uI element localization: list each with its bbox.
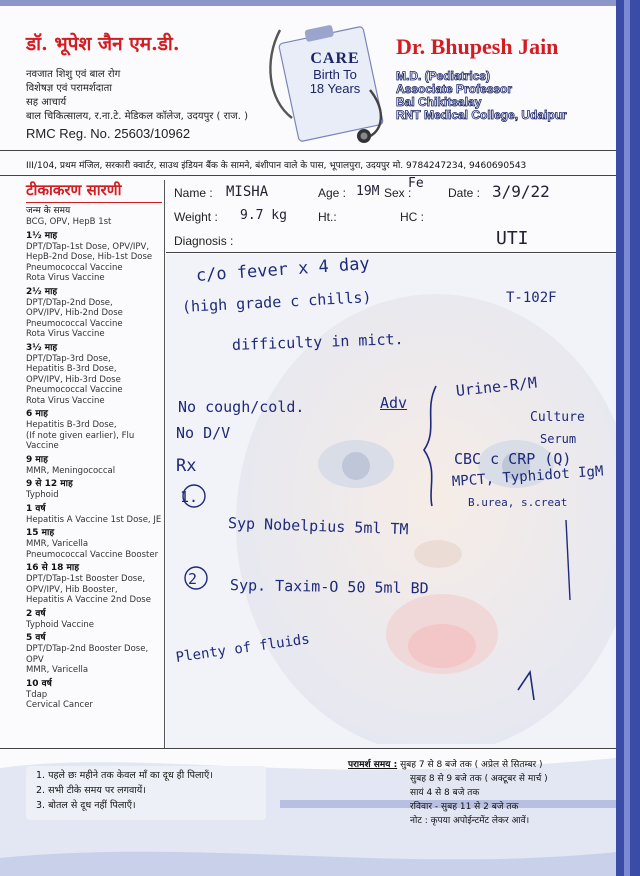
baby-watermark-icon [206,274,616,744]
hindi-line: बाल चिकित्सालय, र.ना.टे. मेडिकल कॉलेज, उदयपुर ( राज. ) [26,111,248,122]
note-no-dv: No D/V [176,424,231,442]
doctor-name-english: Dr. Bhupesh Jain [396,34,559,59]
vaccine-detail: MMR, Varicella Pneumococcal Vaccine Booster [26,539,159,560]
name-label: Name : [174,186,213,200]
timing-line: सायं 4 से 8 बजे तक [410,788,480,798]
divider [166,252,616,253]
consultation-timings [348,758,618,828]
diagnosis-label: Diagnosis : [174,234,234,248]
note-item-1: 1. [180,488,199,506]
patient-weight: 9.7 kg [240,208,287,223]
header-hindi [26,30,296,141]
patient-age: 19M [356,184,380,199]
note-complaint: c/o fever x 4 day [195,253,371,286]
note-mpct: MPCT, Typhidot IgM [451,463,604,490]
hindi-line: नवजात शिशु एवं बाल रोग [26,69,121,80]
note-advice: Adv [380,394,408,412]
age-label: Age : [318,186,347,200]
note-serum: Serum [540,432,577,446]
vaccine-age: 3½ माह [26,342,58,353]
vaccine-age: 2 वर्ष [26,608,46,619]
vaccine-age: 9 माह [26,454,48,465]
vaccination-schedule [20,180,166,710]
vaccination-title: टीकाकरण सारणी [26,180,162,203]
care-sub-1: Birth To [313,67,357,82]
doctor-name-hindi: डॉ. भूपेश जैन एम.डी. [26,33,180,55]
vaccine-detail: MMR, Meningococcal [26,465,116,476]
vaccine-detail: DPT/DTap-2nd Dose, OPV/IPV, Hib-2nd Dose Pneumococcal Vaccine Rota Virus Vaccine [26,297,123,339]
right-side-band [616,0,640,876]
note-temperature: T-102F [506,290,557,306]
hospital-line: Bal Chikitsalay [396,95,482,109]
divider [0,175,616,176]
instruction-line: 1. पहले छः महीने तक केवल माँ का दूध ही पिलाएँ। [36,770,213,781]
vaccine-age: 10 वर्ष [26,678,52,689]
care-title: CARE [310,50,360,67]
sex-label: Sex : [384,186,412,200]
timing-note: नोट : कृपया अपोईन्टमेंट लेकर आवें। [410,816,530,826]
vaccine-detail: BCG, OPV, HepB 1st [26,217,112,227]
vaccine-detail: DPT/DTap-1st Dose, OPV/IPV, HepB-2nd Dose, Hib-1st Dose Pneumococcal Vaccine Rota Virus Vaccine [26,241,153,283]
divider [0,150,616,151]
height-label: Ht.: [318,210,337,224]
vaccine-detail: Hepatitis B-3rd Dose, (If note given earlier), Flu Vaccine [26,420,135,451]
timing-line: सुबह 7 से 8 बजे तक ( अप्रेल से सितम्बर ) [400,760,543,770]
note-syrup-2: Syp. Taxim-O 50 5ml BD [229,576,429,598]
timings-label: परामर्श समय : [348,760,398,770]
feeding-instructions [26,766,266,820]
vaccine-age: 1½ माह [26,230,58,241]
vaccine-detail: DPT/DTap-3rd Dose, Hepatitis B-3rd Dose, OPV/IPV, Hib-3rd Dose Pneumococcal Vaccine Rota Virus Vaccine [26,353,123,406]
college-line: RNT Medical College, Udaipur [396,108,567,122]
care-sub-2: 18 Years [309,81,361,96]
qualification-line: M.D. (Pediatrics) [396,69,491,83]
note-rx: Rx [176,456,197,476]
date-label: Date : [448,186,481,200]
hc-label: HC : [400,210,424,224]
patient-name: MISHA [226,184,269,200]
clinic-address: III/104, प्रथम मंजिल, सरकारी क्वार्टर, साउथ इंडियन बैंक के सामने, बंशीपान वाले के पास, भूपालपुरा, उदयपुर मो. 9784247234, 9460690543 [26,161,527,171]
vaccine-age: 5 वर्ष [26,633,46,643]
hindi-line: विशेषज्ञ एवं परामर्शदाता [26,83,112,94]
vaccine-age: 2½ माह [26,286,58,297]
column-divider [164,180,165,748]
visit-date: 3/9/22 [492,182,550,201]
note-item-2: 2 [188,570,198,588]
instruction-line: 3. बोतल से दूध नहीं पिलाएँ। [36,800,136,811]
vaccine-detail: Tdap Cervical Cancer [26,689,93,710]
vaccine-age: 6 माह [26,409,48,419]
designation-line: Associate Professor [396,82,513,96]
instruction-line: 2. सभी टीके समय पर लगवायें। [36,785,146,796]
timing-line: रविवार - सुबह 11 से 2 बजे तक [410,802,519,812]
prescription-area [166,254,616,748]
side-strip [624,0,630,876]
weight-label: Weight : [174,210,218,224]
note-syrup-1: Syp Nobelpius 5ml TM [227,514,409,539]
note-urine: Urine-R/M [455,373,538,400]
note-fluids: Plenty of fluids [174,631,311,666]
note-cbc: CBC c CRP (Q) [454,450,572,468]
timing-line: सुबह 8 से 9 बजे तक ( अक्टूबर से मार्च ) [410,774,548,784]
vaccine-age: 1 वर्ष [26,503,46,514]
note-urea: B.urea, s.creat [468,496,568,509]
patient-sex: Fe [408,176,424,191]
vaccine-age: जन्म के समय [26,206,71,216]
vaccine-age: 15 माह [26,528,55,538]
vaccine-detail: Typhoid Vaccine [26,619,95,630]
vaccine-age: 16 से 18 माह [26,563,80,573]
note-no-cough: No cough/cold. [178,398,305,416]
diagnosis-value: UTI [496,228,529,249]
vaccine-age: 9 से 12 माह [26,479,73,489]
hindi-line: सह आचार्य [26,97,67,108]
note-micturition: difficulty in mict. [231,330,404,354]
vaccine-detail: Hepatitis A Vaccine 1st Dose, JE [26,514,162,525]
top-border [0,0,640,6]
header-english [396,34,636,122]
vaccine-detail: Typhoid [26,490,59,500]
note-culture: Culture [530,410,585,425]
vaccine-detail: DPT/DTap-1st Booster Dose, OPV/IPV, Hib Booster, Hepatitis A Vaccine 2nd Dose [26,574,151,605]
vaccine-detail: DPT/DTap-2nd Booster Dose, OPV MMR, Varicella [26,644,149,675]
note-complaint-detail: (high grade c chills) [181,288,372,316]
vaccination-list [26,205,166,711]
care-logo-text [288,24,382,132]
rmc-registration: RMC Reg. No. 25603/10962 [26,126,191,141]
